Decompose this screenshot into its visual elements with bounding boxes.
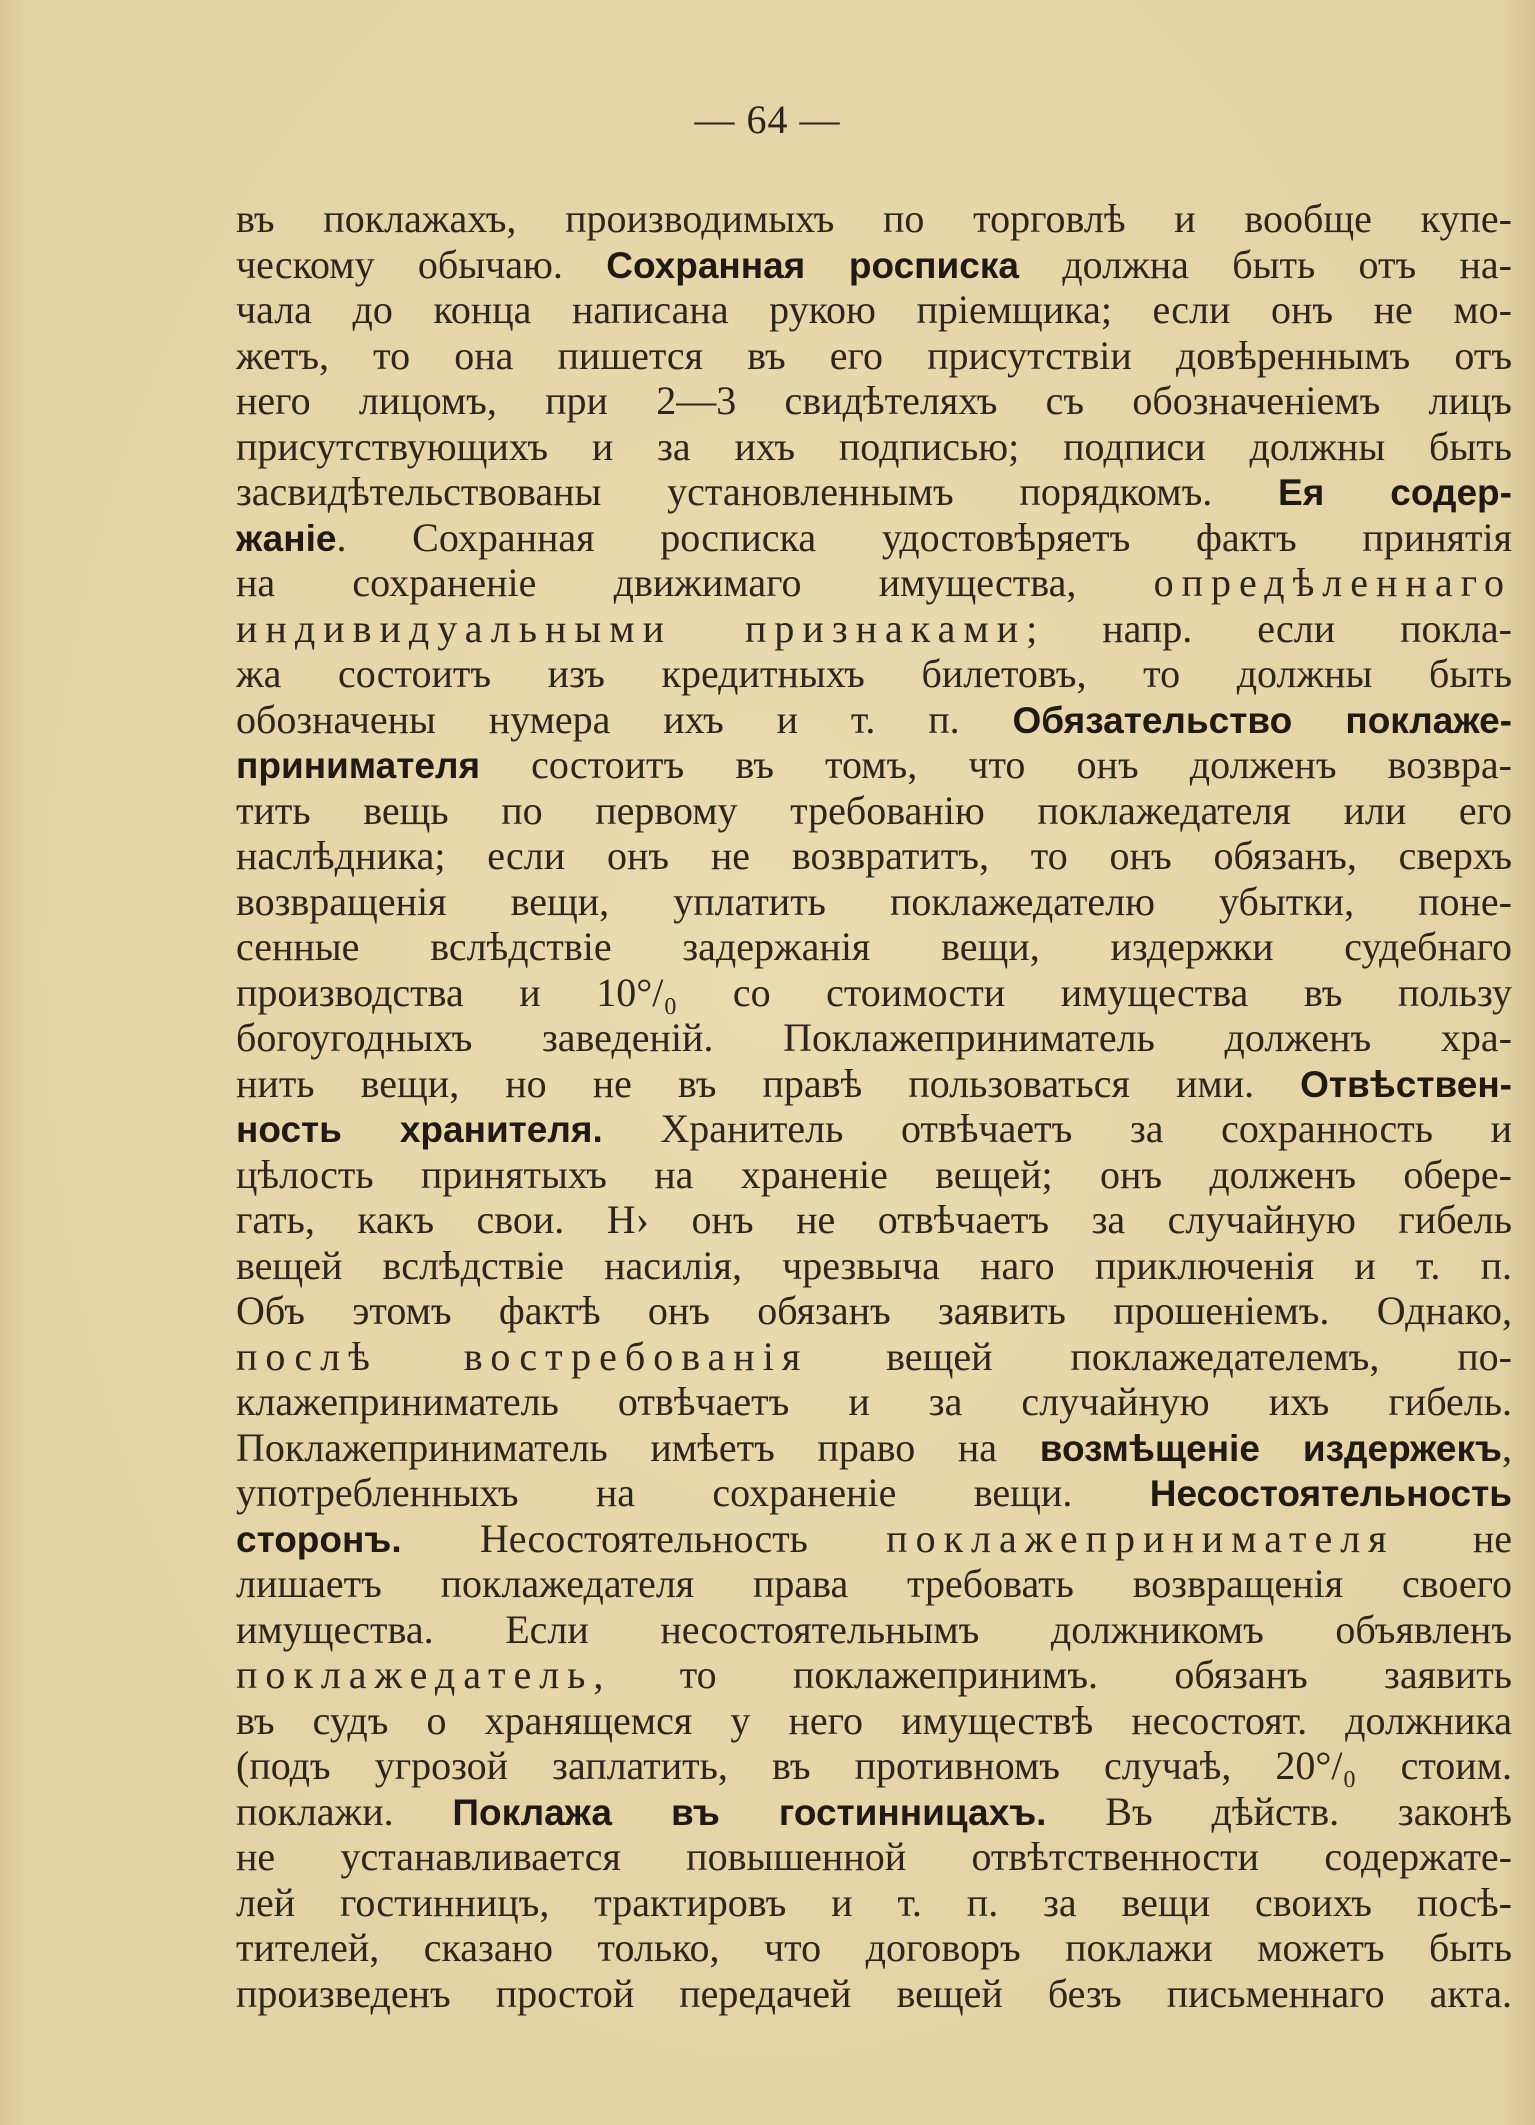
text-line [236,1243,1512,1289]
text-run: . Сохранная росписка удостовѣряетъ фактъ принятія [336,514,1512,560]
text-line [236,378,1512,424]
text-run: засвидѣтельствованы установленнымъ порядкомъ. [236,469,1279,514]
text-line [236,1698,1512,1744]
text-line [236,560,1512,606]
text-run: обозначены нумера ихъ и т. п. [236,696,1013,742]
text-line [236,970,1512,1016]
text-line [236,1652,1512,1698]
spaced-emphasis: индивидуальными признаками [236,605,1027,651]
bold-term: Обязательство поклаже- [1012,699,1512,741]
text-run: ; напр. если покла- [1026,605,1512,651]
text-line [236,1015,1512,1061]
text-line [236,1971,1512,2017]
bold-term: Сохранная росписка [606,244,1019,286]
bold-term: возмѣщеніе издержекъ [1039,1427,1502,1469]
text-run: употребленныхъ на сохраненіе вещи. [236,1470,1150,1515]
text-line [236,1197,1512,1243]
text-run: , то поклажепринимъ. обязанъ заявить [593,1652,1512,1697]
text-run: сенные вслѣдствіе задержанія вещи, издержки судебнаго [236,924,1512,969]
text-line [236,1516,1512,1562]
bold-term: Несостоятельность [1149,1473,1512,1514]
text-run: клажеприниматель отвѣчаетъ и за случайную ихъ гибель. [236,1379,1512,1424]
text-line [236,333,1512,379]
bold-term: принимателя [236,745,481,786]
text-line [236,242,1512,288]
text-line [236,651,1512,697]
body-text [236,196,1512,2016]
text-run: возвращенія вещи, уплатить поклажедателю убытки, поне- [236,878,1512,924]
text-run: въ судъ о хранящемся у него имуществѣ несостоят. должника [236,1697,1512,1743]
text-run: гать, какъ свои. Н› онъ не отвѣчаетъ за случайную гибель [236,1197,1512,1242]
text-run: въ поклажахъ, производимыхъ по торговлѣ и вообще купе- [236,196,1512,241]
text-run: состоитъ въ томъ, что онъ долженъ возвра- [480,742,1512,787]
text-run: лей гостинницъ, трактировъ и т. п. за вещи своихъ посѣ- [236,1879,1512,1925]
bold-term: Отвѣствен- [1300,1063,1512,1105]
text-run: производства и 10°/₀ со стоимости имущества въ пользу [236,969,1512,1015]
text-line [236,879,1512,925]
spaced-emphasis: поклажепринимателя [886,1515,1395,1561]
text-run: Несостоятельность [401,1515,887,1561]
bold-term: ность хранителя. [236,1109,603,1150]
text-line [236,1334,1512,1380]
text-line [236,833,1512,879]
text-line [236,606,1512,652]
text-line [236,1743,1512,1789]
spaced-emphasis: поклажедатель [236,1652,594,1697]
text-run: тителей, сказано только, что договоръ поклажи можетъ быть [236,1925,1512,1970]
text-run: лишаетъ поклажедателя права требовать возвращенія своего [236,1561,1512,1606]
text-line [236,515,1512,561]
text-run: Поклажеприниматель имѣетъ право на [236,1424,1040,1470]
page-number: — 64 — [694,97,841,142]
text-run: наслѣдника; если онъ не возвратитъ, то онъ обязанъ, сверхъ [236,833,1512,878]
text-run: , [1502,1424,1512,1470]
text-run: присутствующихъ и за ихъ подписью; подписи должны быть [236,423,1512,469]
text-run: (подъ угрозой заплатить, въ противномъ случаѣ, 20°/₀ стоим. [236,1743,1512,1788]
text-run: ческому обычаю. [236,241,607,287]
text-run: тить вещь по первому требованію поклажедателя или его [236,787,1512,833]
bold-term: Поклажа въ гостинницахъ. [452,1791,1047,1833]
bold-term: сторонъ. [236,1518,402,1560]
text-line [236,1925,1512,1971]
text-line [236,697,1512,743]
text-run: должна быть отъ на- [1018,241,1512,287]
spaced-emphasis: опредѣленнаго [1153,560,1512,605]
text-run: не устанавливается повышенной отвѣтственности содержате- [236,1834,1512,1879]
text-line [236,424,1512,470]
text-line [236,1288,1512,1334]
text-run: жа состоитъ изъ кредитныхъ билетовъ, то должны быть [236,651,1512,696]
text-run: имущества. Если несостоятельнымъ должникомъ объявленъ [236,1606,1512,1652]
text-line [236,788,1512,834]
bold-term: Ея содер- [1278,472,1512,513]
text-line [236,1607,1512,1653]
text-run: поклажи. [236,1788,453,1834]
spaced-emphasis: послѣ востребованія [236,1333,809,1379]
text-run: Въ дѣйств. законѣ [1046,1788,1512,1834]
text-run: богоугодныхъ заведеній. Поклажеприниматель долженъ хра- [236,1015,1512,1060]
text-run: произведенъ простой передачей вещей безъ письменнаго акта. [236,1970,1512,2016]
text-line [236,1425,1512,1471]
text-run: Хранитель отвѣчаетъ за сохранность и [602,1106,1512,1151]
text-line [236,1789,1512,1835]
text-run: него лицомъ, при 2—3 свидѣтеляхъ съ обозначеніемъ лицъ [236,378,1512,423]
text-run: вещей поклажедателемъ, по- [808,1333,1512,1379]
text-line [236,1561,1512,1607]
text-line [236,469,1512,515]
text-run: жетъ, то она пишется въ его присутствіи довѣреннымъ отъ [236,332,1512,378]
text-run: Объ этомъ фактѣ онъ обязанъ заявить прошеніемъ. Однако, [236,1288,1512,1333]
text-run: на сохраненіе движимаго имущества, [236,560,1154,605]
text-line [236,1834,1512,1880]
text-run: нить вещи, но не въ правѣ пользоваться ими. [236,1060,1301,1106]
text-line [236,196,1512,242]
text-line [236,1379,1512,1425]
text-line [236,1061,1512,1107]
text-line [236,742,1512,788]
text-line [236,1470,1512,1516]
text-run: чала до конца написана рукою пріемщика; если онъ не мо- [236,287,1512,332]
text-line [236,1106,1512,1152]
bold-term: жаніе [236,517,337,559]
text-run: не [1394,1515,1512,1561]
text-line [236,924,1512,970]
text-line [236,287,1512,333]
text-line [236,1880,1512,1926]
text-line [236,1152,1512,1198]
text-run: цѣлость принятыхъ на храненіе вещей; онъ долженъ обере- [236,1151,1512,1197]
text-run: вещей вслѣдствіе насилія, чрезвыча наго приключенія и т. п. [236,1242,1512,1288]
